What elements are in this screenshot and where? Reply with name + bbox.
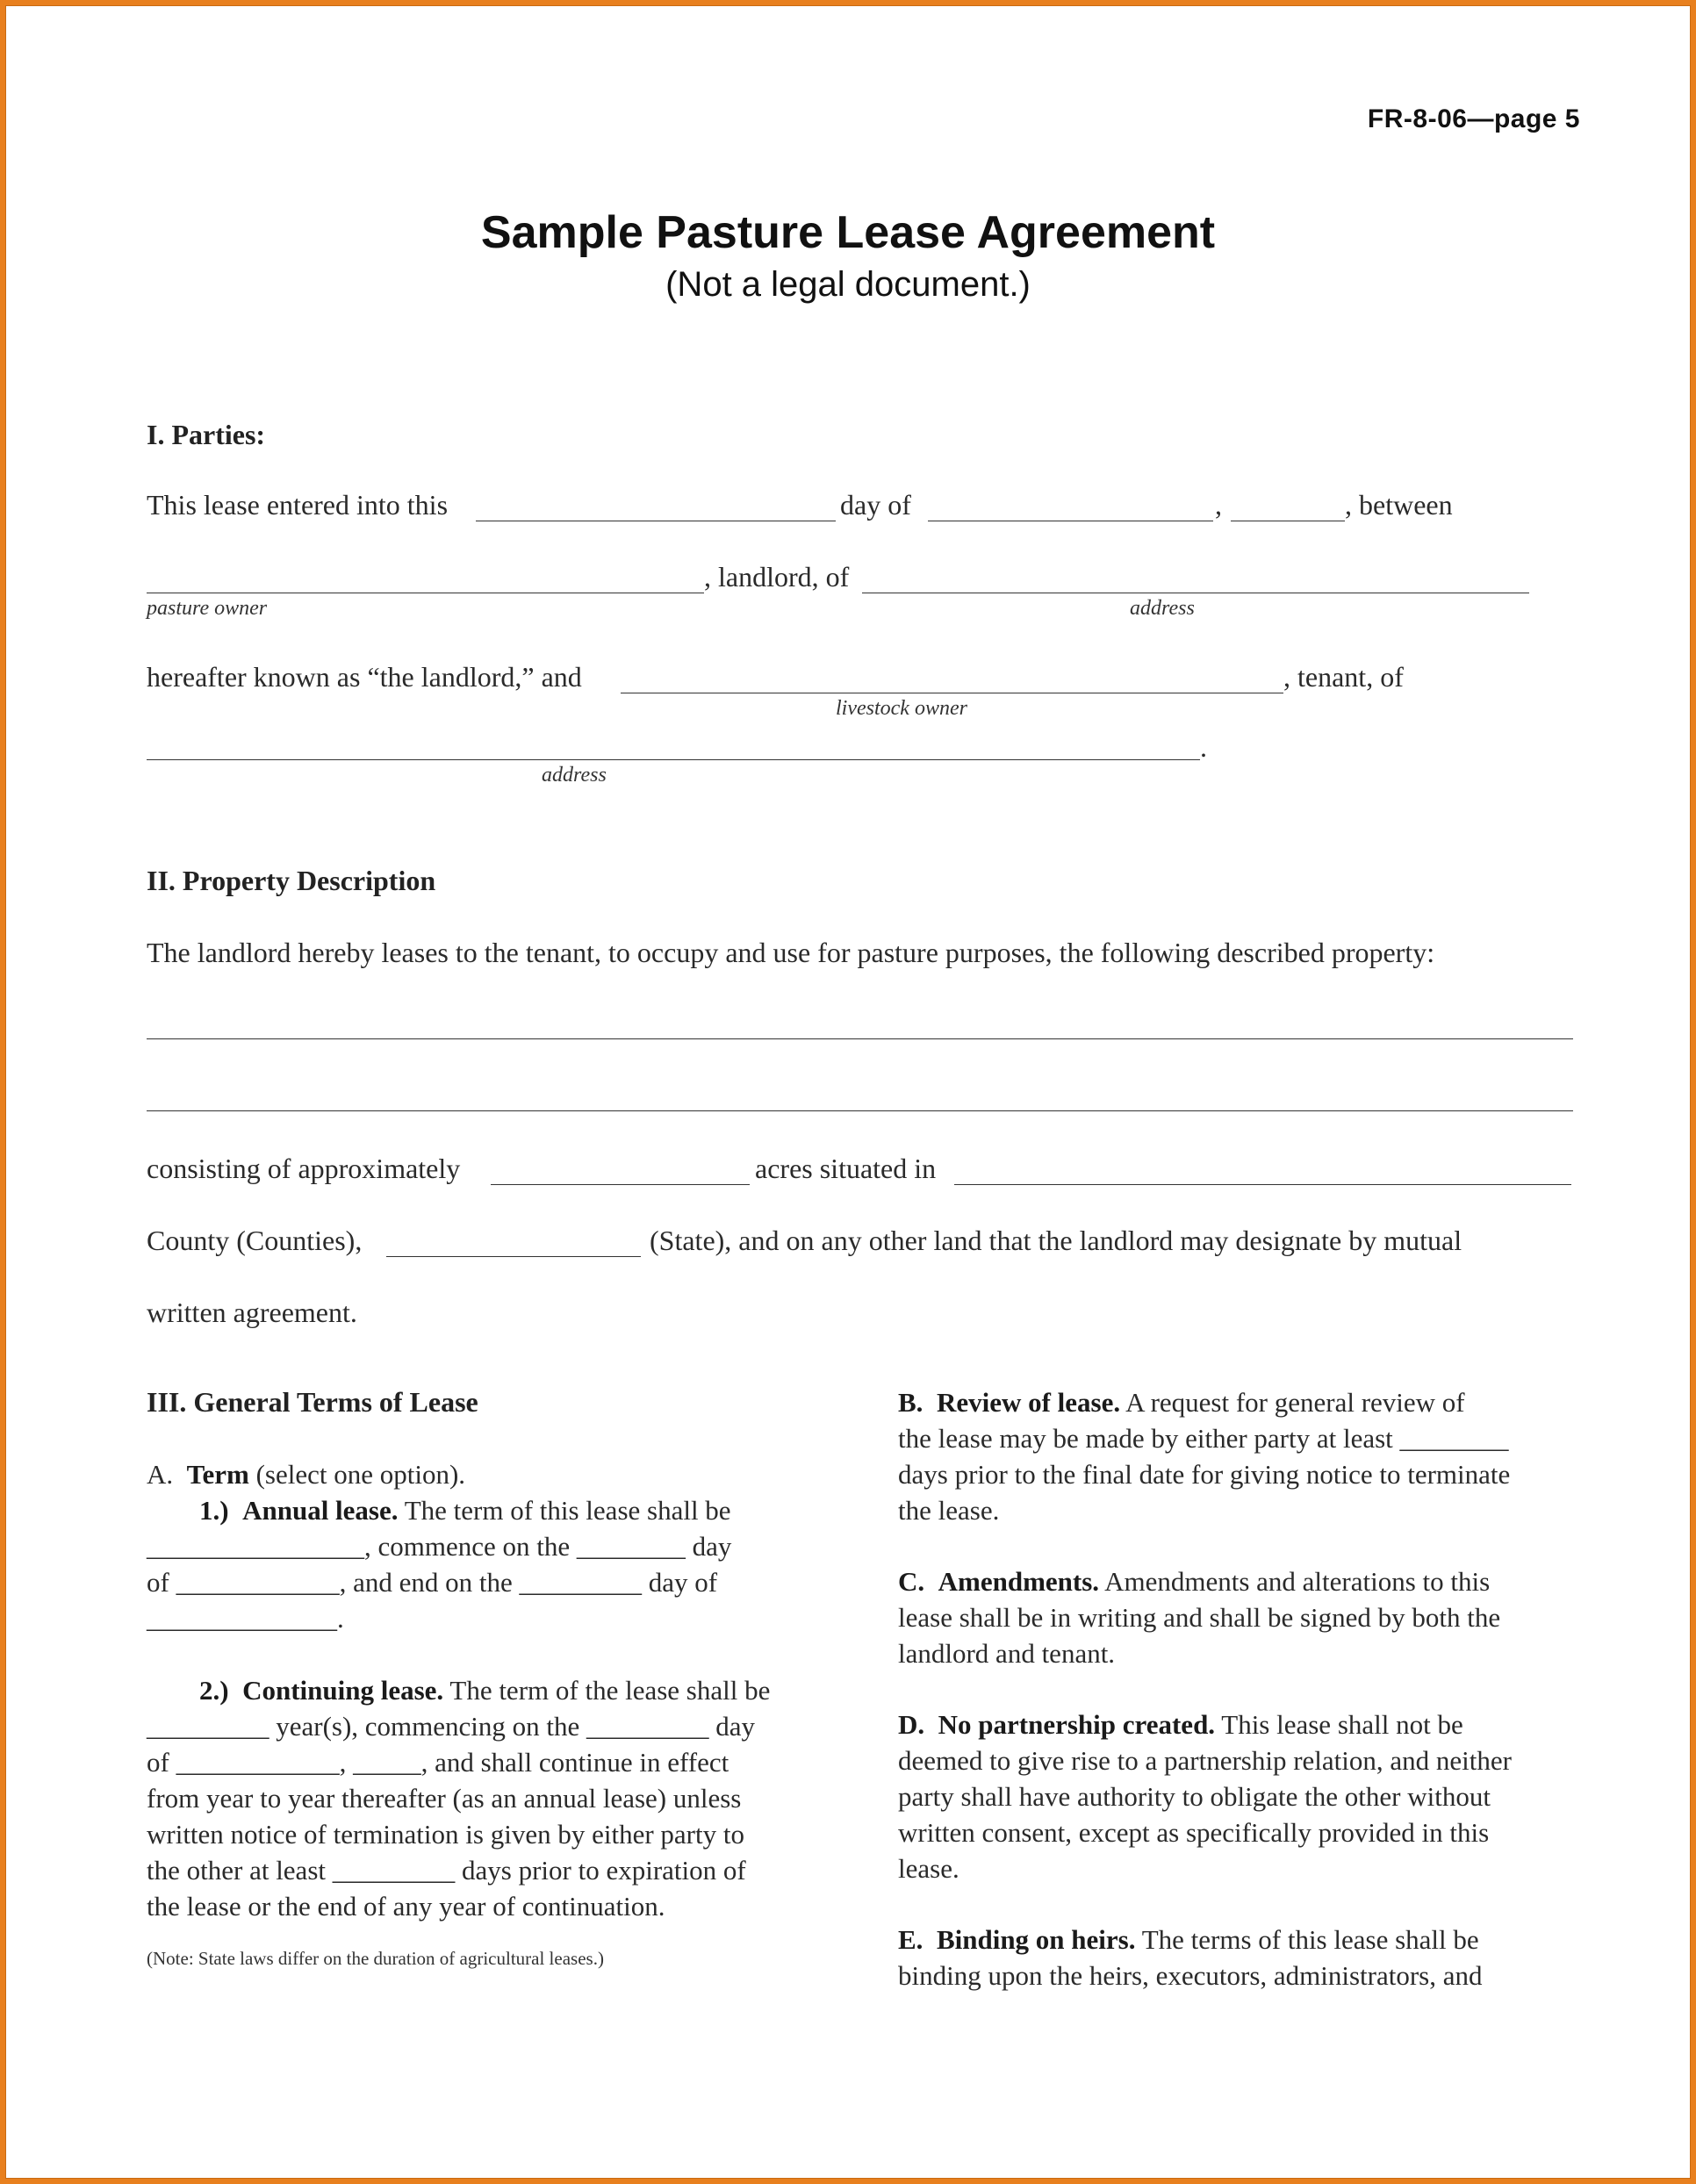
amendments-text: Amendments and alterations to this <box>1099 1566 1491 1597</box>
annual-lease-commence-text: , commence on the ________ day <box>364 1531 732 1562</box>
parties-line3-tenant: , tenant, of <box>1283 661 1404 693</box>
section-terms-heading: III. General Terms of Lease <box>147 1386 478 1418</box>
review-lease-line4: the lease. <box>898 1495 1000 1526</box>
property-state-text: (State), and on any other land that the landlord may designate by mutual <box>650 1225 1462 1256</box>
section-property-heading: II. Property Description <box>147 865 436 896</box>
term-a-text: (select one option). <box>248 1459 466 1490</box>
binding-heirs-title: Binding on heirs. <box>936 1924 1136 1955</box>
term-b-letter: B. <box>898 1387 923 1418</box>
parties-line1-dayof: day of <box>840 489 911 521</box>
review-lease-text: A request for general review of <box>1120 1387 1465 1418</box>
review-lease-line2: the lease may be made by either party at least ________ <box>898 1423 1509 1454</box>
parties-line1-between: , between <box>1345 489 1453 521</box>
annual-lease-line3: of ____________, and end on the _________ day of <box>147 1567 718 1598</box>
property-intro: The landlord hereby leases to the tenant, to occupy and use for pasture purposes, the following described property: <box>147 937 1435 968</box>
parties-line3-text: hereafter known as “the landlord,” and <box>147 661 582 693</box>
binding-heirs-line2: binding upon the heirs, executors, administrators, and <box>898 1960 1483 1991</box>
label-livestock-owner: livestock owner <box>836 697 967 720</box>
term-section-e <box>898 1922 1483 1994</box>
no-partnership-title: No partnership created. <box>938 1709 1216 1740</box>
review-lease-line1 <box>898 1384 1510 1420</box>
no-partnership-line1 <box>898 1706 1512 1742</box>
annual-lease-text: The term of this lease shall be <box>398 1495 731 1526</box>
term-section-c <box>898 1563 1500 1671</box>
duration-note: (Note: State laws differ on the duration of agricultural leases.) <box>147 1948 604 1969</box>
term-d-letter: D. <box>898 1709 925 1740</box>
term-c-letter: C. <box>898 1566 925 1597</box>
annual-lease-line1 <box>147 1492 731 1528</box>
continuing-lease-number: 2.) <box>199 1675 229 1706</box>
document-subtitle: (Not a legal document.) <box>665 265 1031 304</box>
term-section-a <box>147 1456 731 1636</box>
annual-lease-number: 1.) <box>199 1495 229 1526</box>
property-county-text: County (Counties), <box>147 1225 363 1256</box>
no-partnership-line5: lease. <box>898 1853 959 1884</box>
continuing-lease-title: Continuing lease. <box>242 1675 444 1706</box>
continuing-lease-line6: the other at least _________ days prior to expiration of <box>147 1855 746 1886</box>
binding-heirs-text: The terms of this lease shall be <box>1135 1924 1479 1955</box>
review-lease-title: Review of lease. <box>936 1387 1121 1418</box>
term-e-letter: E. <box>898 1924 923 1955</box>
acres-blank[interactable] <box>491 1184 750 1185</box>
document-page <box>5 5 1691 2179</box>
no-partnership-line3: party shall have authority to obligate the other without <box>898 1781 1491 1812</box>
term-section-b <box>898 1384 1510 1528</box>
annual-lease-term-blank[interactable]: ________________ <box>147 1531 364 1562</box>
property-description-blank-1[interactable] <box>147 1038 1573 1039</box>
amendments-line2: lease shall be in writing and shall be signed by both the <box>898 1602 1501 1633</box>
amendments-line3: landlord and tenant. <box>898 1638 1116 1669</box>
annual-lease-title: Annual lease. <box>242 1495 399 1526</box>
amendments-title: Amendments. <box>938 1566 1100 1597</box>
no-partnership-line2: deemed to give rise to a partnership relation, and neither <box>898 1745 1512 1776</box>
amendments-line1 <box>898 1563 1500 1599</box>
continuing-lease-line1 <box>147 1672 770 1708</box>
property-written-text: written agreement. <box>147 1297 357 1328</box>
parties-line2-landlord: , landlord, of <box>704 561 850 593</box>
continuing-lease-line7: the lease or the end of any year of continuation. <box>147 1891 665 1922</box>
review-lease-line3: days prior to the final date for giving notice to terminate <box>898 1459 1511 1490</box>
continuing-lease-text: The term of the lease shall be <box>443 1675 771 1706</box>
label-landlord-address: address <box>1130 597 1195 620</box>
annual-lease-line4: ______________. <box>147 1603 344 1634</box>
state-blank[interactable] <box>386 1256 641 1257</box>
document-title: Sample Pasture Lease Agreement <box>480 207 1216 258</box>
label-pasture-owner: pasture owner <box>147 597 268 620</box>
label-tenant-address: address <box>542 764 607 787</box>
property-acres-text: acres situated in <box>755 1153 937 1184</box>
property-consisting-text: consisting of approximately <box>147 1153 461 1184</box>
annual-lease-line2 <box>147 1528 731 1564</box>
continuing-lease-line2: _________ year(s), commencing on the _________ day <box>147 1711 756 1742</box>
no-partnership-line4: written consent, except as specifically provided in this <box>898 1817 1490 1848</box>
page-code: FR-8-06—page 5 <box>1367 104 1580 133</box>
term-a-title: Term <box>186 1459 249 1490</box>
no-partnership-text: This lease shall not be <box>1215 1709 1463 1740</box>
county-blank[interactable] <box>954 1184 1571 1185</box>
term-section-d <box>898 1706 1512 1886</box>
parties-line4-period: . <box>1200 731 1207 763</box>
continuing-lease-line3: of ____________, _____, and shall continue in effect <box>147 1747 729 1778</box>
term-a-letter: A. <box>147 1459 174 1490</box>
continuing-lease-line5: written notice of termination is given by either party to <box>147 1819 744 1850</box>
continuing-lease-line4: from year to year thereafter (as an annual lease) unless <box>147 1783 742 1814</box>
section-parties-heading: I. Parties: <box>147 419 266 450</box>
property-description-blank-2[interactable] <box>147 1110 1573 1111</box>
term-section-a2 <box>147 1672 770 1924</box>
parties-line1-text: This lease entered into this <box>147 489 449 521</box>
parties-line1-comma: , <box>1215 489 1222 521</box>
binding-heirs-line1 <box>898 1922 1483 1958</box>
tenant-address-blank[interactable] <box>147 759 1200 760</box>
term-a-line1 <box>147 1456 731 1492</box>
